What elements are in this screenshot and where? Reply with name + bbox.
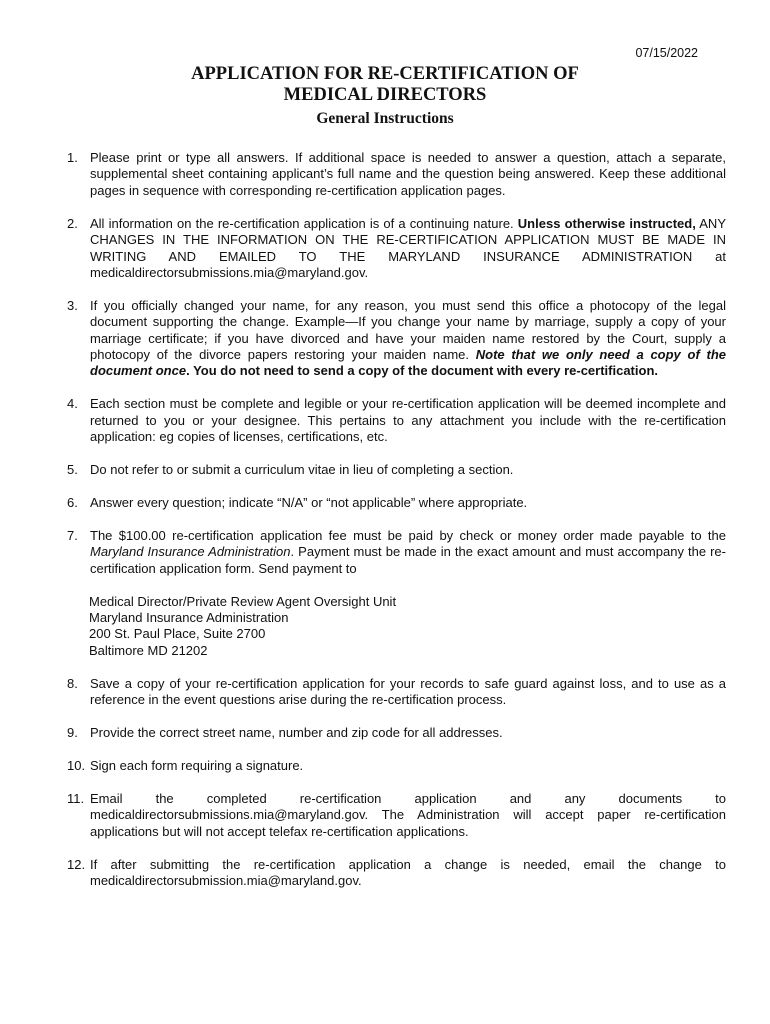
- item-number: 11.: [67, 790, 85, 806]
- item-number: 6.: [67, 495, 78, 510]
- page-subtitle: General Instructions: [316, 110, 454, 127]
- item-text: Please print or type all answers. If additional space is needed to answer a question, attach a separate, supplemental sheet containing applicant’s full name and the question being answered. Keep these additional pages in sequence with corresponding re-certification application pages.: [90, 150, 726, 198]
- instruction-item-9: [67, 725, 726, 741]
- item-number: 1.: [67, 150, 78, 165]
- payment-address: [67, 594, 726, 660]
- address-line: 200 St. Paul Place, Suite 2700: [89, 626, 266, 642]
- instruction-item-4: [67, 396, 726, 445]
- item-text: Sign each form requiring a signature.: [90, 757, 304, 773]
- item-text-bold: Unless otherwise instructed,: [517, 215, 696, 231]
- item-number: 2.: [67, 215, 78, 231]
- item-text: medicaldirectorsubmissions.mia@maryland.gov. The Administration will accept paper re-certification applications but will not accept telefax re-certification applications.: [90, 807, 726, 839]
- item-text-bold-italic: Note that we only need a copy of the document once: [90, 347, 726, 379]
- address-line: Medical Director/Private Review Agent Oversight Unit: [89, 593, 397, 609]
- instructions-list: [67, 150, 726, 906]
- item-text-italic: Maryland Insurance Administration: [90, 544, 291, 560]
- address-line: Baltimore MD 21202: [89, 642, 208, 658]
- item-number: 9.: [67, 725, 78, 741]
- item-number: 4.: [67, 396, 78, 412]
- item-number: 10.: [67, 757, 86, 773]
- item-text: Email the completed re-certification application and any documents to: [90, 790, 726, 806]
- title-line-2: MEDICAL DIRECTORS: [283, 85, 487, 105]
- address-line: Maryland Insurance Administration: [89, 610, 289, 626]
- item-text: If after submitting the re-certification application a change is needed, email the change to medicaldirectorsubmission.mia@maryland.gov.: [90, 856, 726, 888]
- item-number: 3.: [67, 297, 78, 313]
- item-text: If you officially changed your name, for any reason, you must send this office a photocopy of the legal document supporting the change. Example—If you change your name by marriage, supply a copy of your marriage certificate; if you have divorced and have your maiden name restored by the Court, supply a photocopy of the divorce papers restoring your maiden name.: [90, 297, 726, 363]
- item-text: Do not refer to or submit a curriculum vitae in lieu of completing a section.: [90, 462, 514, 478]
- item-number: 12.: [67, 856, 86, 872]
- item-number: 8.: [67, 675, 78, 691]
- title-line-1: APPLICATION FOR RE-CERTIFICATION OF: [191, 64, 579, 84]
- item-text: The $100.00 re-certification application fee must be paid by check or money order made payable to the: [90, 527, 726, 543]
- item-text: ANY CHANGES IN THE INFORMATION ON THE RE-CERTIFICATION APPLICATION MUST BE MADE IN WRITING AND EMAILED TO THE MARYLAND INSURANCE ADMINISTRATION at medicaldirectorsubmissions.mia@maryland.gov.: [90, 215, 726, 280]
- instruction-item-11: [67, 791, 726, 840]
- item-text: Save a copy of your re-certification application for your records to safe guard against loss, and to use as a reference in the event questions arise during the re-certification process.: [90, 675, 726, 708]
- instruction-item-2: [67, 216, 726, 282]
- instruction-item-5: [67, 462, 726, 478]
- instruction-item-10: [67, 758, 726, 774]
- instruction-item-3: [67, 298, 726, 380]
- instruction-item-7: [67, 528, 726, 577]
- instruction-item-6: [67, 495, 726, 511]
- item-number: 5.: [67, 462, 78, 478]
- instruction-item-1: [67, 150, 726, 199]
- item-text: Answer every question; indicate “N/A” or “not applicable” where appropriate.: [90, 495, 528, 510]
- item-text: Provide the correct street name, number and zip code for all addresses.: [90, 725, 503, 741]
- document-date: 07/15/2022: [635, 46, 698, 60]
- page-title: [0, 64, 770, 106]
- item-text: . Payment must be made in the exact amount and must accompany the re-certification application form. Send payment to: [90, 544, 726, 576]
- instruction-item-8: [67, 676, 726, 709]
- item-text: Each section must be complete and legible or your re-certification application will be deemed incomplete and returned to you or your designee. This pertains to any attachment you include with the re-certification application: eg copies of licenses, certifications, etc.: [90, 396, 726, 445]
- item-text: All information on the re-certification application is of a continuing nature.: [90, 215, 518, 231]
- item-number: 7.: [67, 527, 78, 543]
- item-text-bold: . You do not need to send a copy of the document with every re-certification.: [186, 363, 658, 379]
- instruction-item-12: [67, 857, 726, 890]
